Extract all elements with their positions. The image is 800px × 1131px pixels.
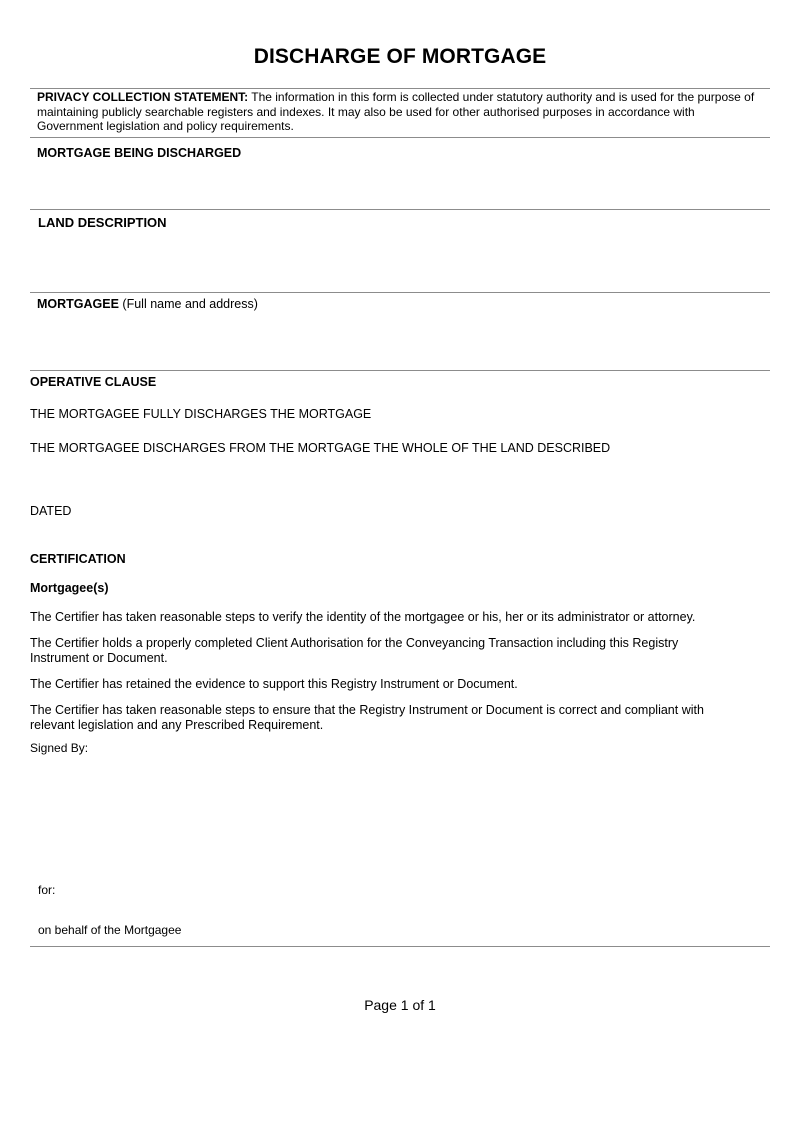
dated-label: DATED [30,504,72,518]
certification-heading: CERTIFICATION [30,552,126,566]
divider [30,946,770,947]
privacy-statement [37,90,762,134]
operative-clause-line-2: THE MORTGAGEE DISCHARGES FROM THE MORTGAGE THE WHOLE OF THE LAND DESCRIBED [30,441,611,455]
divider [30,209,770,210]
certification-subheading: Mortgagee(s) [30,581,109,595]
signed-by-label: Signed By: [30,741,89,755]
privacy-text: The information in this form is collected under statutory authority and is used for the purpose of maintaining publicly searchable registers and indexes. It may also be used for other authorised purposes in accordance with Government legislation and policy requirements. [37,90,755,133]
mortgage-being-discharged-heading: MORTGAGE BEING DISCHARGED [37,146,242,160]
document-title: DISCHARGE OF MORTGAGE [253,45,547,68]
divider [30,370,770,371]
certification-statement-4: The Certifier has taken reasonable steps to ensure that the Registry Instrument or Document is correct and compliant with relevant legislation and any Prescribed Requirement. [30,703,704,732]
divider [30,88,770,89]
divider [30,292,770,293]
certification-statement-2: The Certifier holds a properly completed Client Authorisation for the Conveyancing Transaction including this Registry Instrument or Document. [30,636,679,665]
mortgagee-note: (Full name and address) [118,297,258,311]
certification-statement-1: The Certifier has taken reasonable steps to verify the identity of the mortgagee or his, her or its administrator or attorney. [30,610,696,624]
privacy-heading: PRIVACY COLLECTION STATEMENT: [37,90,249,104]
mortgagee-heading [37,297,258,312]
operative-clause-line-1: THE MORTGAGEE FULLY DISCHARGES THE MORTGAGE [30,407,372,421]
operative-clause-heading: OPERATIVE CLAUSE [30,375,157,389]
for-label: for: [38,883,56,897]
page-number: Page 1 of 1 [364,997,436,1013]
land-description-heading: LAND DESCRIPTION [38,215,167,230]
mortgagee-label: MORTGAGEE [37,297,119,311]
certification-statement-3: The Certifier has retained the evidence to support this Registry Instrument or Document. [30,677,518,691]
on-behalf-label: on behalf of the Mortgagee [38,923,182,937]
divider [30,137,770,138]
